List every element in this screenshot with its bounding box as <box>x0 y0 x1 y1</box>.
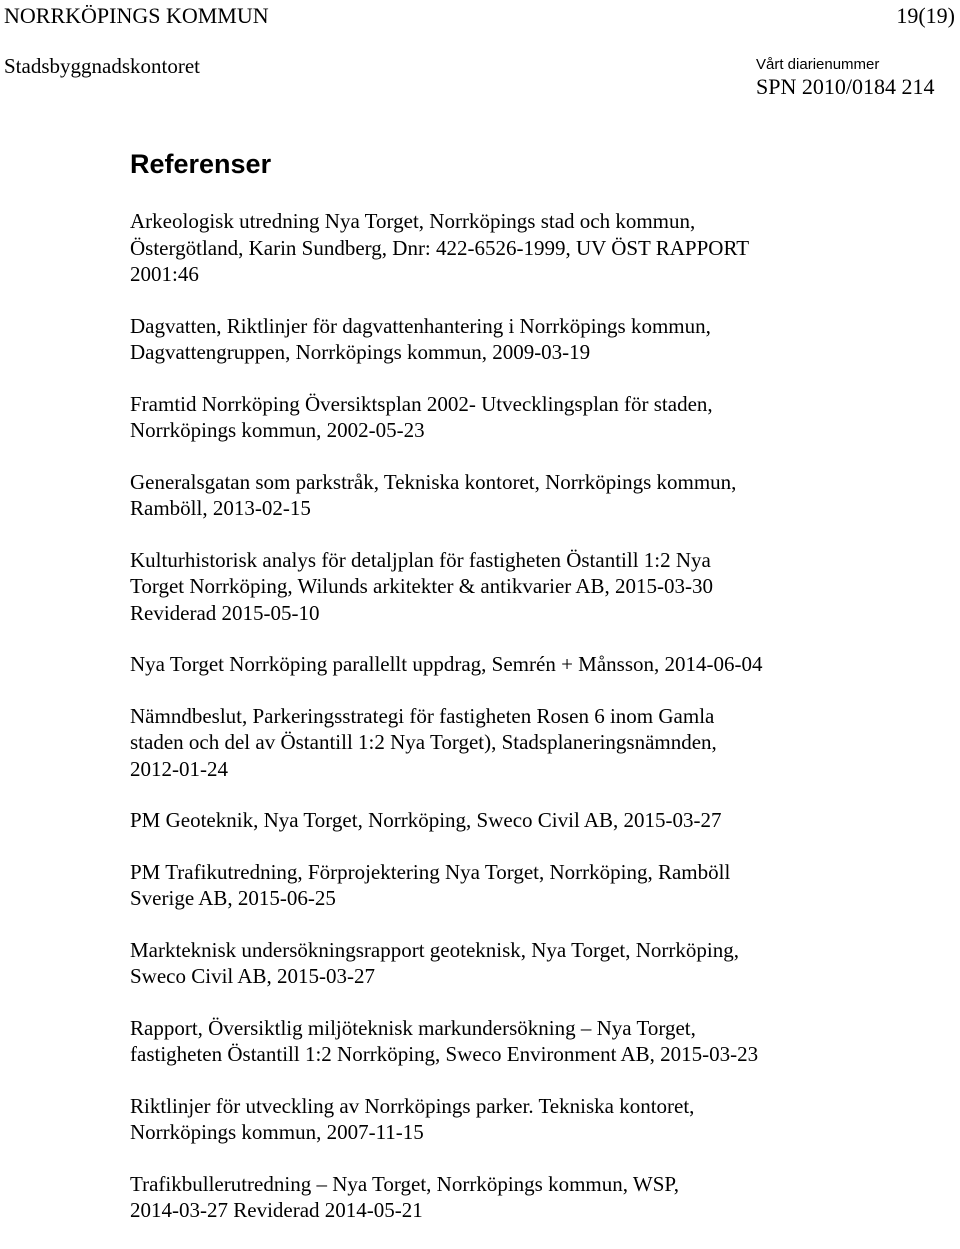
reference-line: Arkeologisk utredning Nya Torget, Norrköpings stad och kommun, <box>130 209 696 233</box>
reference-entry <box>130 391 920 444</box>
reference-entry <box>130 208 920 288</box>
reference-line: 2014-03-27 Reviderad 2014-05-21 <box>130 1198 423 1222</box>
department-name: Stadsbyggnadskontoret <box>4 54 200 78</box>
reference-line: Nämndbeslut, Parkeringsstrategi för fastigheten Rosen 6 inom Gamla <box>130 703 715 728</box>
reference-entry <box>130 1015 920 1068</box>
reference-entry <box>130 807 920 834</box>
reference-entry <box>130 1171 920 1224</box>
reference-line: 2012-01-24 <box>130 756 228 781</box>
organization-name: NORRKÖPINGS KOMMUN <box>4 3 269 28</box>
reference-entry <box>130 859 920 912</box>
reference-line: Generalsgatan som parkstråk, Tekniska kontoret, Norrköpings kommun, <box>130 469 737 494</box>
reference-line: Reviderad 2015-05-10 <box>130 600 320 625</box>
reference-line: 2001:46 <box>130 262 199 286</box>
reference-line: Rapport, Översiktlig miljöteknisk markundersökning – Nya Torget, <box>130 1015 696 1040</box>
reference-line: fastigheten Östantill 1:2 Norrköping, Sweco Environment AB, 2015-03-23 <box>130 1042 759 1066</box>
reference-line: Markteknisk undersökningsrapport geoteknisk, Nya Torget, Norrköping, <box>130 937 739 962</box>
reference-entry <box>130 651 920 678</box>
reference-entry <box>130 937 920 990</box>
page-number: 19(19) <box>896 3 955 28</box>
reference-entry <box>130 469 920 522</box>
reference-line: Norrköpings kommun, 2007-11-15 <box>130 1120 424 1144</box>
reference-line: Framtid Norrköping Översiktsplan 2002- Utvecklingsplan för staden, <box>130 391 713 416</box>
reference-line: Östergötland, Karin Sundberg, Dnr: 422-6526-1999, UV ÖST RAPPORT <box>130 235 750 260</box>
reference-entry <box>130 313 920 366</box>
section-title: Referenser <box>130 149 272 179</box>
references-section <box>130 147 920 1249</box>
reference-line: PM Trafikutredning, Förprojektering Nya Torget, Norrköping, Ramböll <box>130 859 731 884</box>
reference-line: Sverige AB, 2015-06-25 <box>130 886 336 910</box>
reference-line: Dagvatten, Riktlinjer för dagvattenhantering i Norrköpings kommun, <box>130 313 711 338</box>
references-list <box>130 208 920 1224</box>
reference-line: Torget Norrköping, Wilunds arkitekter & antikvarier AB, 2015-03-30 <box>130 574 714 598</box>
reference-entry <box>130 547 920 627</box>
reference-entry <box>130 703 920 783</box>
reference-line: Ramböll, 2013-02-15 <box>130 496 311 520</box>
reference-line: staden och del av Östantill 1:2 Nya Torget), Stadsplaneringsnämnden, <box>130 730 717 754</box>
reference-line: Norrköpings kommun, 2002-05-23 <box>130 418 425 442</box>
reference-line: Sweco Civil AB, 2015-03-27 <box>130 964 375 988</box>
reference-line: Dagvattengruppen, Norrköpings kommun, 2009-03-19 <box>130 340 591 364</box>
reference-line: Kulturhistorisk analys för detaljplan för fastigheten Östantill 1:2 Nya <box>130 547 711 572</box>
reference-line: Trafikbullerutredning – Nya Torget, Norrköpings kommun, WSP, <box>130 1171 679 1196</box>
reference-number-label: Vårt diarienummer <box>756 56 880 73</box>
reference-line: PM Geoteknik, Nya Torget, Norrköping, Sweco Civil AB, 2015-03-27 <box>130 808 722 832</box>
reference-line: Nya Torget Norrköping parallellt uppdrag, Semrén + Månsson, 2014-06-04 <box>130 652 763 676</box>
reference-number: SPN 2010/0184 214 <box>756 74 935 99</box>
reference-entry <box>130 1093 920 1146</box>
reference-line: Riktlinjer för utveckling av Norrköpings parker. Tekniska kontoret, <box>130 1093 695 1118</box>
